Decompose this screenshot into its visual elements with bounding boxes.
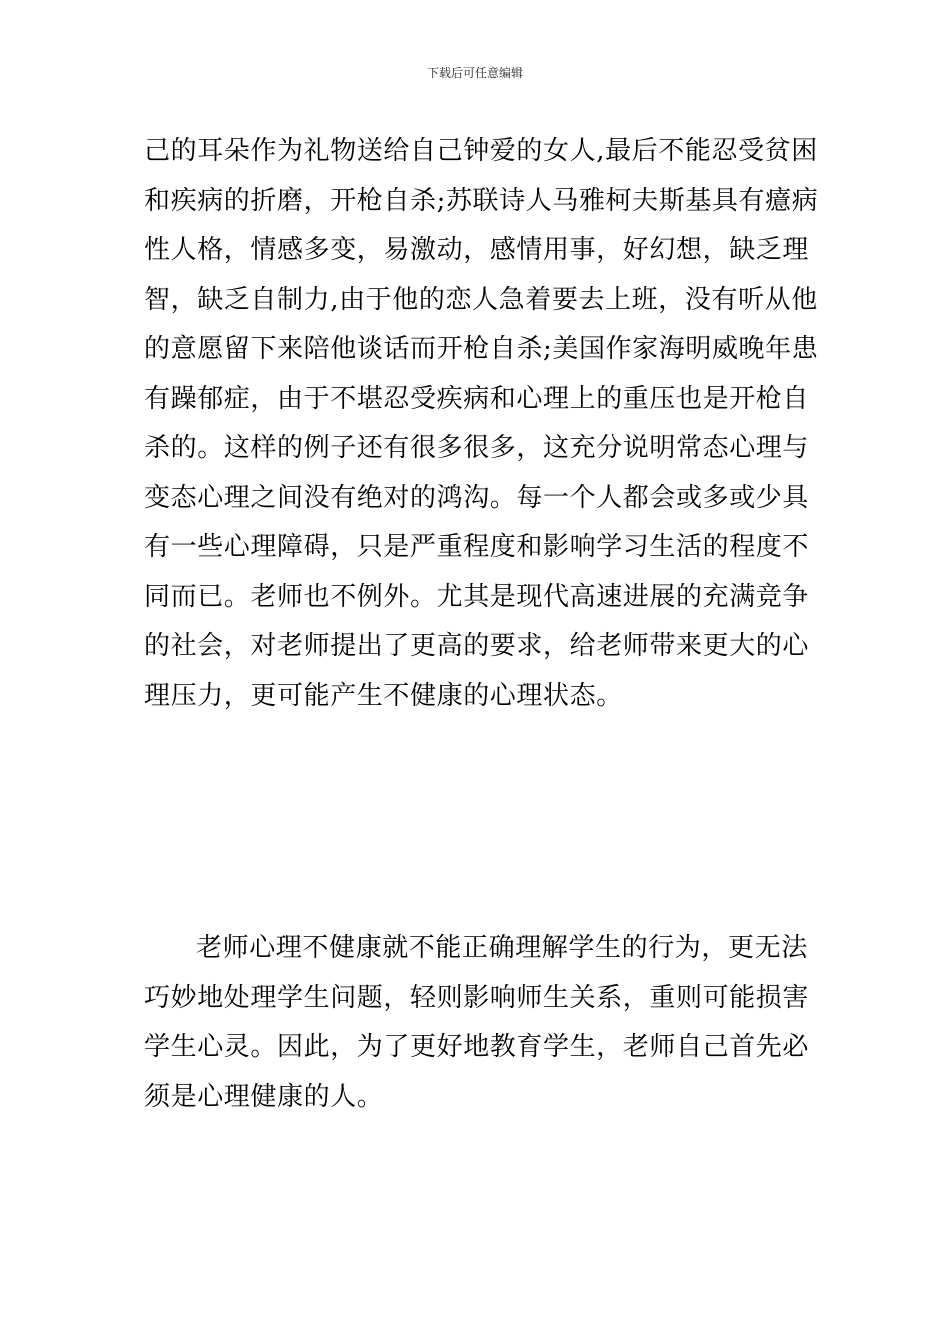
text-line: 学生心灵。因此，为了更好地教育学生，老师自己首先必	[144, 1032, 810, 1062]
text-line: 和疾病的折磨，开枪自杀;苏联诗人马雅柯夫斯基具有癔病	[144, 185, 819, 216]
text-line: 杀的。这样的例子还有很多很多，这充分说明常态心理与	[144, 433, 810, 463]
text-line: 有躁郁症，由于不堪忍受疾病和心理上的重压也是开枪自	[144, 383, 810, 414]
text-line: 有一些心理障碍，只是严重程度和影响学习生活的程度不	[144, 532, 810, 562]
text-line: 老师心理不健康就不能正确理解学生的行为，更无法	[196, 933, 808, 963]
body-paragraph-2	[144, 924, 814, 1122]
text-line: 己的耳朵作为礼物送给自己钟爱的女人,最后不能忍受贫困	[144, 136, 818, 166]
text-line: 同而已。老师也不例外。尤其是现代高速进展的充满竞争	[144, 581, 810, 612]
body-paragraph-1	[144, 127, 819, 721]
text-line: 巧妙地处理学生问题，轻则影响师生关系，重则可能损害	[144, 982, 810, 1013]
page-header: 下载后可任意编辑	[426, 66, 523, 80]
text-line: 须是心理健康的人。	[144, 1081, 384, 1112]
text-line: 的意愿留下来陪他谈话而开枪自杀;美国作家海明威晚年患	[144, 334, 819, 364]
text-line: 变态心理之间没有绝对的鸿沟。每一个人都会或多或少具	[144, 482, 810, 513]
text-line: 的社会，对老师提出了更高的要求，给老师带来更大的心	[144, 631, 810, 661]
text-line: 智，缺乏自制力,由于他的恋人急着要去上班，没有听从他	[144, 284, 818, 315]
text-line: 性人格，情感多变，易激动，感情用事，好幻想，缺乏理	[144, 235, 810, 265]
text-line: 理压力，更可能产生不健康的心理状态。	[144, 680, 623, 711]
